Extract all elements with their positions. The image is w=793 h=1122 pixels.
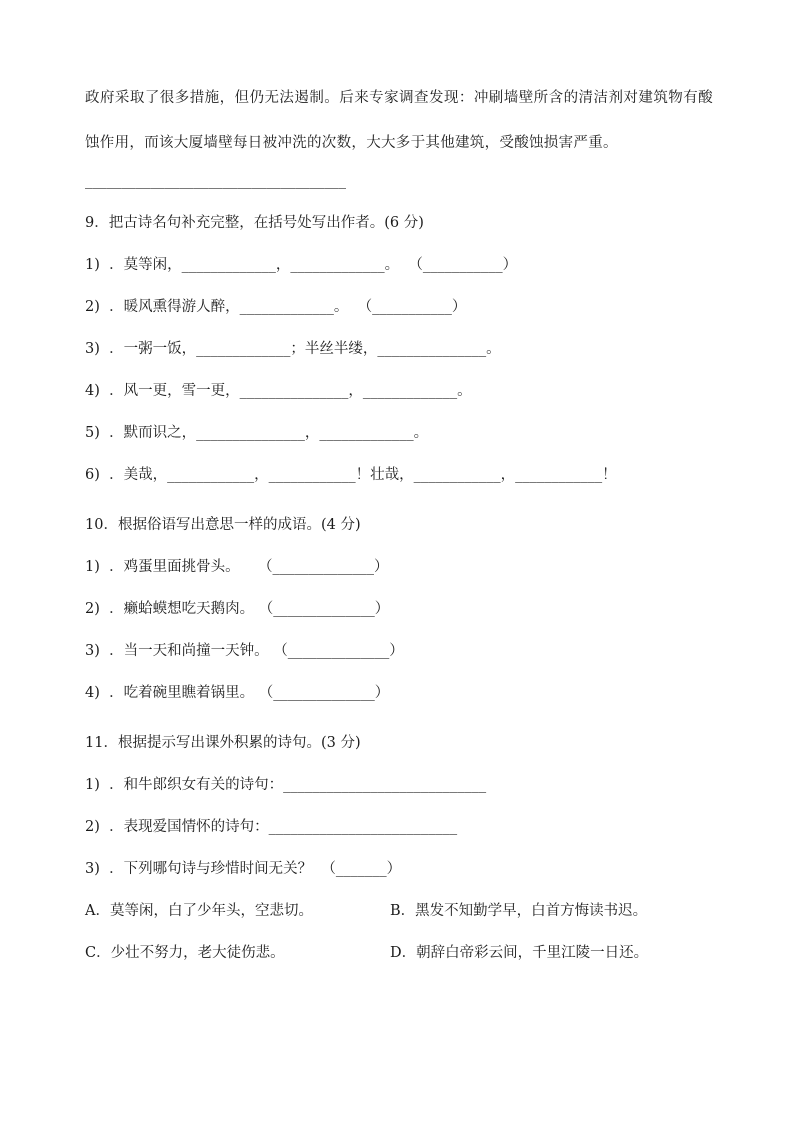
- answer-blank-line: ____________________________________: [85, 173, 346, 189]
- question-9-item-4: 4) ．风一更，雪一更，_______________，_____________。: [85, 383, 472, 399]
- question-9-item-2: 2) ．暖风熏得游人醉，_____________。 （___________）: [85, 299, 467, 315]
- choices-row-1: [85, 902, 713, 944]
- question-9-title: 9．把古诗名句补充完整，在括号处写出作者。(6 分): [85, 215, 424, 231]
- question-10-item-3: 3) ．当一天和尚撞一天钟。 （______________）: [85, 643, 404, 659]
- question-9-item-6: 6) ．美哉，____________，____________！壮哉，____________，____________！: [85, 467, 617, 483]
- question-9: [85, 214, 713, 484]
- choice-a: A．莫等闲，白了少年头，空悲切。: [85, 903, 313, 919]
- question-10-item-2: 2) ．癞蛤蟆想吃天鹅肉。 （______________）: [85, 601, 390, 617]
- question-11-item-2: 2) ．表现爱国情怀的诗句：__________________________: [85, 819, 458, 835]
- question-10-item-4: 4) ．吃着碗里瞧着锅里。 （______________）: [85, 685, 390, 701]
- choice-c: C．少壮不努力，老大徒伤悲。: [85, 945, 285, 961]
- question-9-item-3: 3) ．一粥一饭，_____________；半丝半缕，_______________。: [85, 341, 501, 357]
- choice-d: D．朝辞白帝彩云间，千里江陵一日还。: [390, 945, 649, 961]
- question-11: [85, 734, 713, 986]
- question-11-item-1: 1) ．和牛郎织女有关的诗句：____________________________: [85, 777, 487, 793]
- choices-row-2: [85, 944, 713, 986]
- question-9-item-5: 5) ．默而识之，_______________，_____________。: [85, 425, 429, 441]
- choice-b: B．黑发不知勤学早，白首方悔读书迟。: [390, 903, 648, 919]
- question-10: [85, 516, 713, 702]
- question-9-item-1: 1) ．莫等闲，_____________，_____________。 （___________）: [85, 257, 518, 273]
- passage-text: 政府采取了很多措施，但仍无法遏制。后来专家调查发现：冲刷墙壁所含的清洁剂对建筑物有酸蚀作用，而该大厦墙壁每日被冲洗的次数，大大多于其他建筑，受酸蚀损害严重。: [85, 90, 713, 151]
- question-11-item-3: 3) ．下列哪句诗与珍惜时间无关？ （_______）: [85, 861, 402, 877]
- question-10-title: 10．根据俗语写出意思一样的成语。(4 分): [85, 517, 361, 533]
- question-10-item-1: 1) ．鸡蛋里面挑骨头。 （______________）: [85, 559, 389, 575]
- question-11-title: 11．根据提示写出课外积累的诗句。(3 分): [85, 735, 361, 751]
